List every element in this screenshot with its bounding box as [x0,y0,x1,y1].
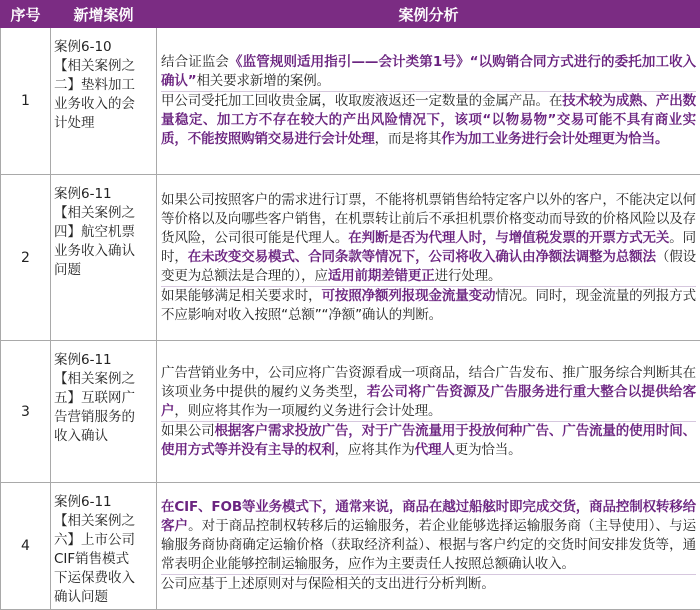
header-row [1,1,700,28]
case-name-line: 收入确认 [54,427,153,446]
highlight-text: 在判断是否为代理人时，与增值税发票的开票方式无关 [348,230,669,246]
highlight-text: 《监管规则适用指引——会计类第1号》“以购销合同方式进行的委托加工收入确认” [161,54,696,89]
case-name-line: 确认问题 [54,588,153,607]
row-analysis [157,483,700,610]
case-name-line: 【相关案例之 [54,512,153,531]
case-name-line: CIF销售模式 [54,550,153,569]
body-text: 更为恰当。 [455,442,522,458]
case-name-line: 六】上市公司 [54,531,153,550]
body-text: 相关要求新增的案例。 [196,73,330,89]
row-index: 3 [1,341,51,483]
analysis-paragraph [161,574,696,594]
body-text: ，则应将其作为一项履约义务进行会计处理。 [174,403,441,419]
highlight-text: 根据客户需求投放广告，对于广告流量用于投放何种广告、广告流量的使用时间、使用方式等并没有主导的权利 [161,423,696,458]
case-name-line: 下运保费收入 [54,569,153,588]
header-case: 新增案例 [51,1,157,28]
highlight-text: 在未改变交易模式、合同条款等情况下，公司将收入确认由净额法调整为总额法 [188,249,656,265]
case-name-line: 案例6-10 [54,38,153,57]
table-row [1,483,700,610]
body-text: 甲公司受托加工回收贵金属，收取废液返还一定数量的金属产品。在 [161,93,562,109]
row-case-name [51,175,157,341]
highlight-text: 代理人 [415,442,455,458]
case-name-line: 四】航空机票 [54,223,153,242]
case-name-line: 业务收入确认 [54,242,153,261]
table-row [1,28,700,175]
row-case-name [51,341,157,483]
analysis-paragraph [161,364,696,421]
case-name-line: 五】互联网广 [54,389,153,408]
body-text: 如果公司 [161,423,215,439]
row-analysis [157,28,700,175]
case-name-line: 【相关案例之 [54,204,153,223]
case-name-line: 业务收入的会 [54,95,153,114]
header-index: 序号 [1,1,51,28]
row-index: 4 [1,483,51,610]
highlight-text: 可按照净额列报现金流量变动 [322,288,496,304]
body-text: ，而是将其 [375,131,442,147]
analysis-paragraph [161,91,696,149]
case-name-line: 告营销服务的 [54,408,153,427]
body-text: （假设变更为总额法是合理的），应 [161,249,696,284]
highlight-text: 若公司将广告资源及广告服务进行重大整合以提供给客户 [161,384,696,419]
case-name-line: 案例6-11 [54,185,153,204]
body-text: 如果能够满足相关要求时， [161,288,322,304]
row-index: 2 [1,175,51,341]
header-analysis: 案例分析 [157,1,700,28]
highlight-text: 在CIF、FOB等业务模式下，通常来说，商品在越过船舷时即完成交货，商品控制权转移给客户 [161,499,696,534]
body-text: 如果公司按照客户的需求进行订票，不能将机票销售给特定客户以外的客户，不能决定以何等价格以及向哪些客户销售，在机票转让前后不承担机票价格变动而导致的价格风险以及存货风险，公司很可能是代理人。 [161,192,696,246]
body-text: 情况。同时，现金流量的列报方式不应影响对收入按照“总额”“净额”确认的判断。 [161,288,696,323]
highlight-text: 作为加工业务进行会计处理更为恰当。 [441,131,668,147]
row-case-name [51,483,157,610]
body-text: 广告营销业务中，公司应将广告资源看成一项商品，结合广告发布、推广服务综合判断其在该项业务中提供的履约义务类型， [161,365,696,400]
table-row [1,175,700,341]
analysis-paragraph [161,498,696,574]
body-text: 。同时， [161,230,696,265]
analysis-paragraph [161,421,696,460]
body-text: 公司应基于上述原则对与保险相关的支出进行分析判断。 [161,576,495,592]
case-name-line: 案例6-11 [54,493,153,512]
body-text: 结合证监会 [161,54,229,70]
body-text: 进行处理。 [435,268,502,284]
analysis-paragraph [161,191,696,286]
table-row [1,341,700,483]
case-name-line: 问题 [54,261,153,280]
analysis-paragraph [161,286,696,325]
case-name-line: 二】垫料加工 [54,76,153,95]
analysis-paragraph [161,53,696,91]
case-name-line: 【相关案例之 [54,57,153,76]
body-text: ，应将其作为 [335,442,415,458]
highlight-text: 适用前期差错更正 [328,268,435,284]
case-name-line: 案例6-11 [54,351,153,370]
case-name-line: 【相关案例之 [54,370,153,389]
row-analysis [157,341,700,483]
row-case-name [51,28,157,175]
row-index: 1 [1,28,51,175]
body-text: 。对于商品控制权转移后的运输服务，若企业能够选择运输服务商（主导使用）、与运输服务商协商确定运输价格（获取经济利益）、根据与客户约定的交货时间安排发货等，通常表明企业能够控制运输服务，应作为主要责任人按照总额确认收入。 [161,518,696,572]
case-name-line: 计处理 [54,114,153,133]
row-analysis [157,175,700,341]
highlight-text: 技术较为成熟、产出数量稳定、加工方不存在较大的产出风险情况下，该项“以物易物”交易可能不具有商业实质，不能按照购销交易进行会计处理 [161,93,696,147]
